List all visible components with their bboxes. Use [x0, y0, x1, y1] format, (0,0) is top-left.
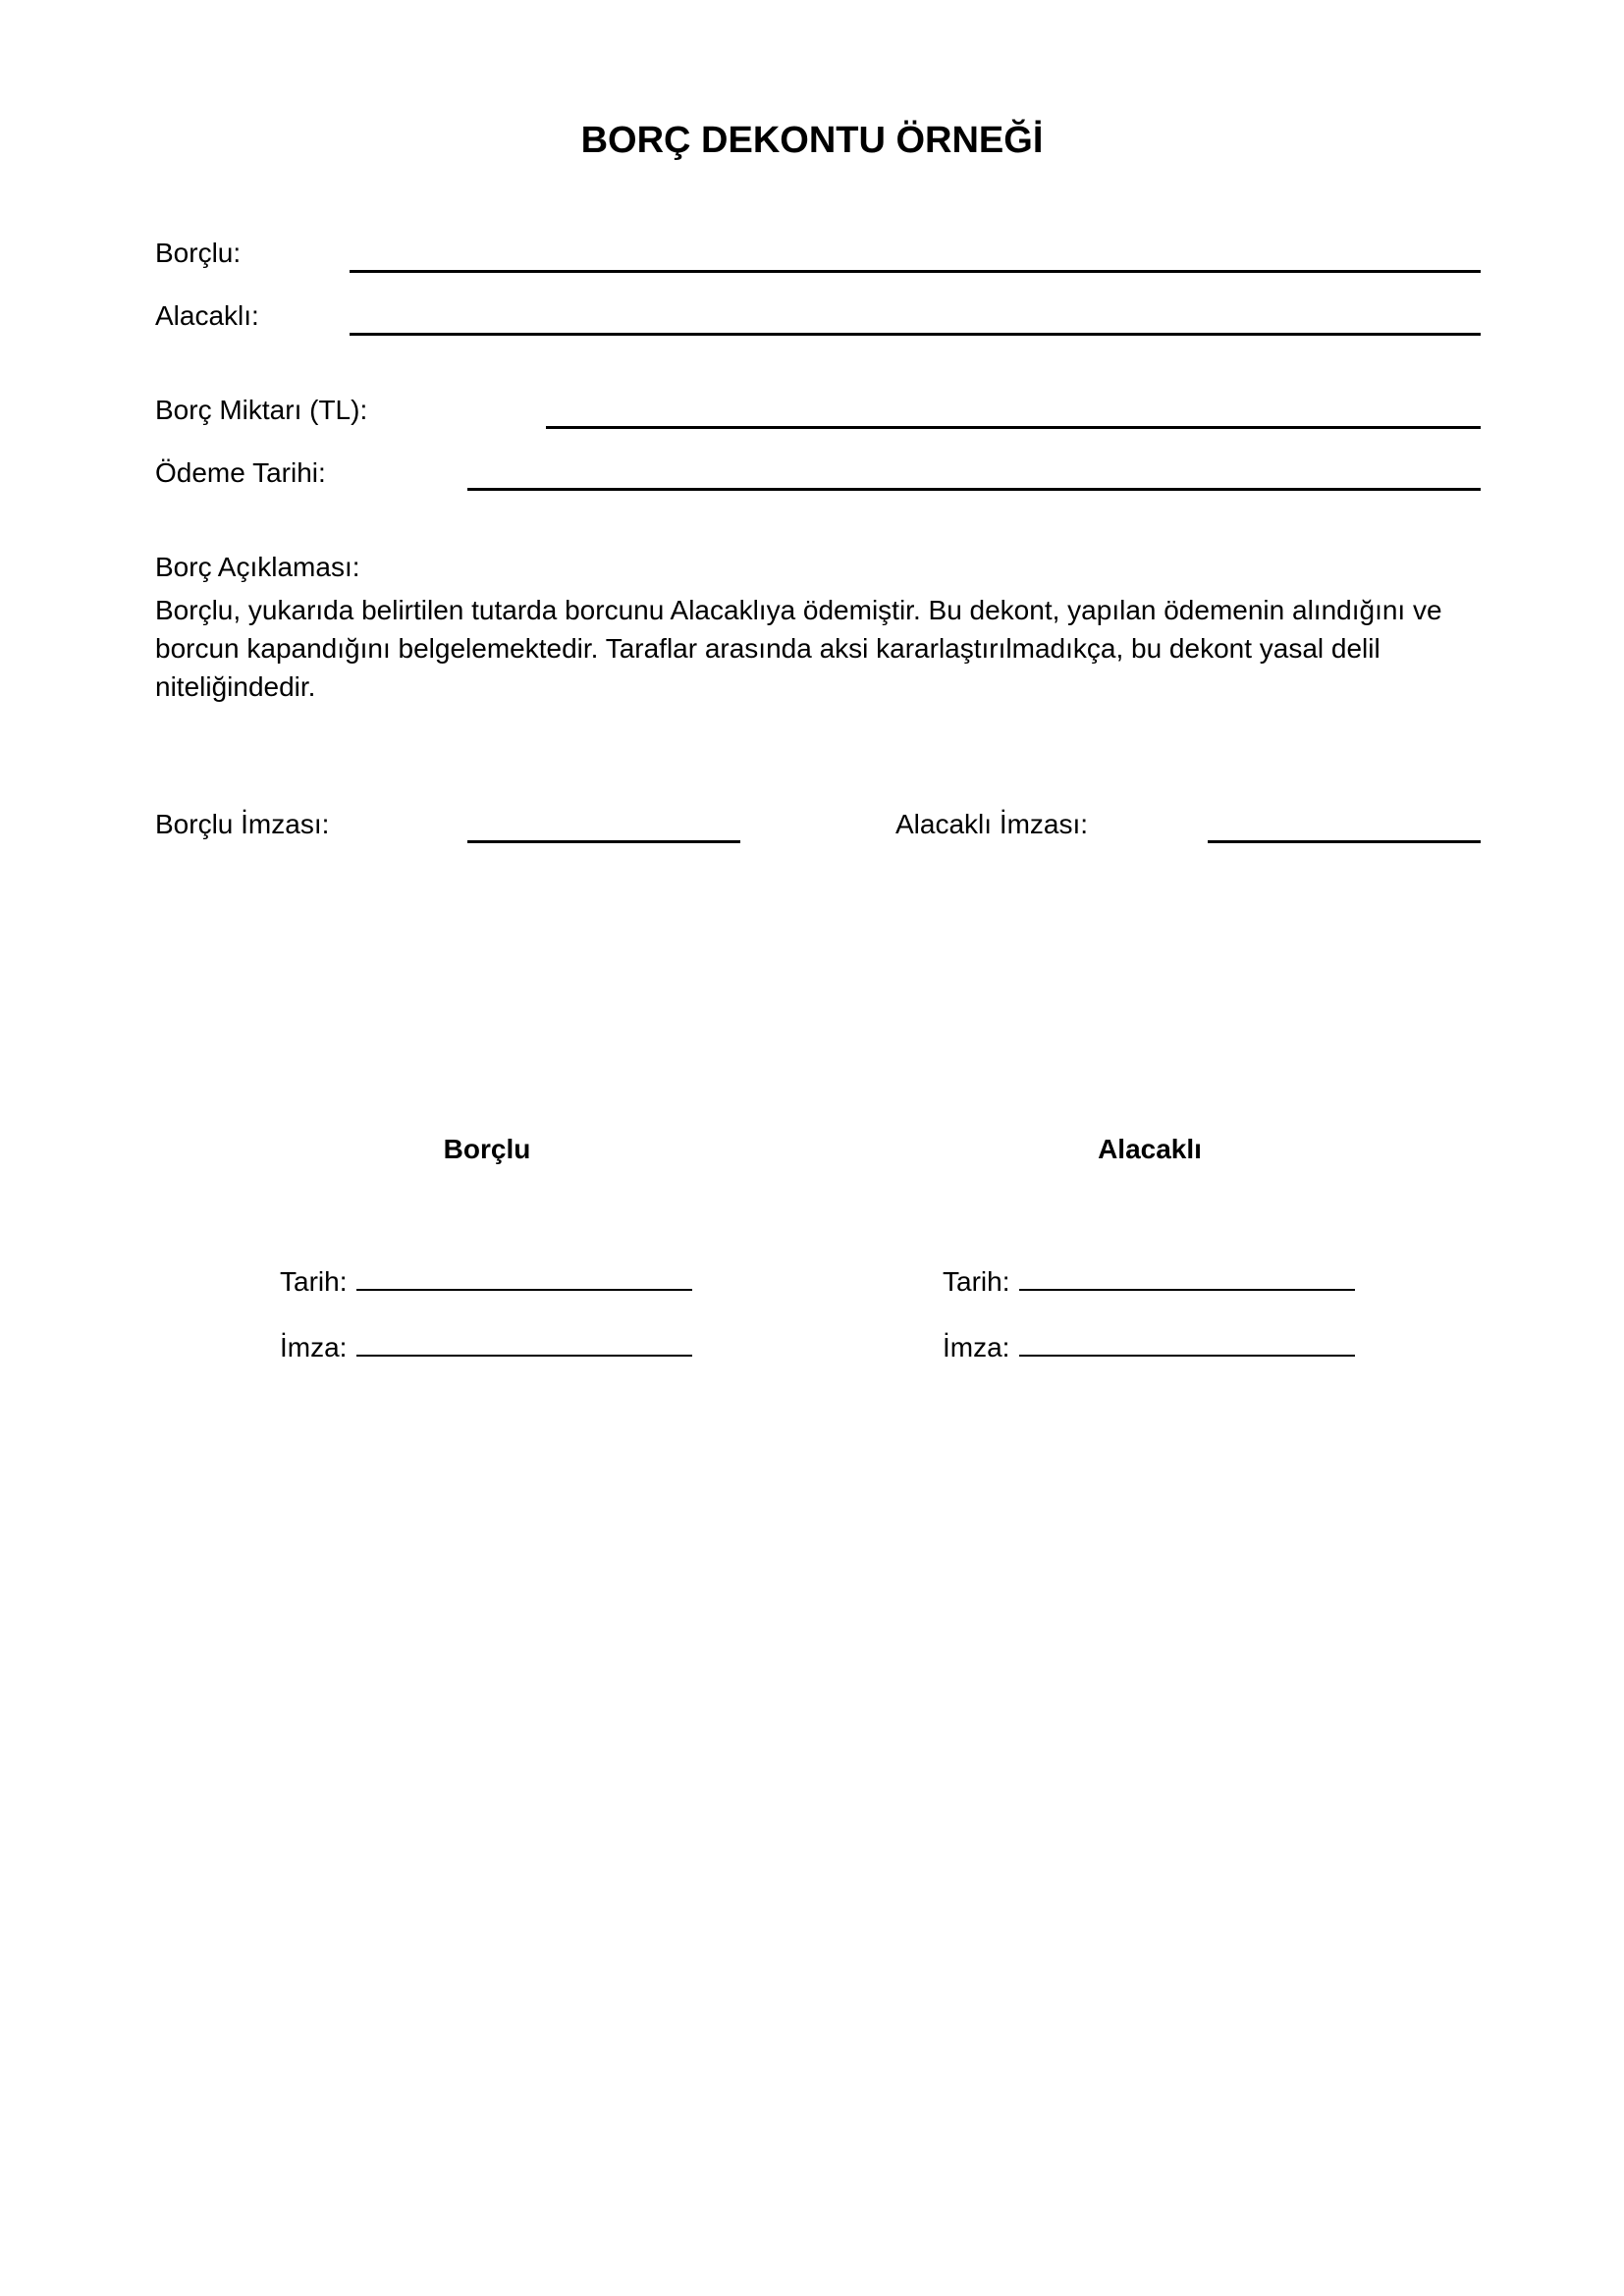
alacakli-tarih-blank[interactable]: [1019, 1289, 1355, 1291]
alacakli-label: Alacaklı:: [155, 300, 259, 331]
borclu-imza-field[interactable]: [280, 1330, 692, 1365]
borclu-imzasi-label: Borçlu İmzası:: [155, 809, 330, 839]
alacakli-imza-blank[interactable]: [1019, 1355, 1355, 1357]
borc-aciklamasi-text: Borçlu, yukarıda belirtilen tutarda borcunu Alacaklıya ödemiştir. Bu dekont, yapılan ödemenin alındığını ve borcun kapandığını belgelemektedir. Taraflar arasında aksi kararlaştırılmadıkça, bu dekont yasal delil niteliğindedir.: [155, 595, 1442, 702]
document-title: BORÇ DEKONTU ÖRNEĞİ: [580, 120, 1044, 161]
alacakli-heading: Alacaklı: [1098, 1134, 1202, 1164]
borclu-imzasi-line[interactable]: [467, 840, 740, 843]
odeme-tarihi-label: Ödeme Tarihi:: [155, 457, 326, 488]
alacakli-imza-field[interactable]: [943, 1330, 1355, 1365]
alacakli-line[interactable]: [350, 333, 1481, 336]
borclu-tarih-field[interactable]: [280, 1264, 692, 1300]
borclu-line[interactable]: [350, 270, 1481, 273]
borclu-imza-label: İmza:: [280, 1332, 348, 1362]
alacakli-imza-label: İmza:: [943, 1332, 1010, 1362]
alacakli-imzasi-line[interactable]: [1208, 840, 1481, 843]
borclu-tarih-blank[interactable]: [356, 1289, 692, 1291]
odeme-tarihi-line[interactable]: [467, 488, 1481, 491]
borc-miktari-line[interactable]: [546, 426, 1481, 429]
alacakli-tarih-field[interactable]: [943, 1264, 1355, 1300]
borclu-label: Borçlu:: [155, 238, 242, 268]
alacakli-imzasi-label: Alacaklı İmzası:: [895, 809, 1089, 839]
borclu-tarih-label: Tarih:: [280, 1266, 348, 1297]
borclu-heading: Borçlu: [443, 1134, 531, 1164]
borc-aciklamasi-label: Borç Açıklaması:: [155, 552, 360, 582]
borc-miktari-label: Borç Miktarı (TL):: [155, 395, 368, 425]
borclu-imza-blank[interactable]: [356, 1355, 692, 1357]
alacakli-tarih-label: Tarih:: [943, 1266, 1010, 1297]
